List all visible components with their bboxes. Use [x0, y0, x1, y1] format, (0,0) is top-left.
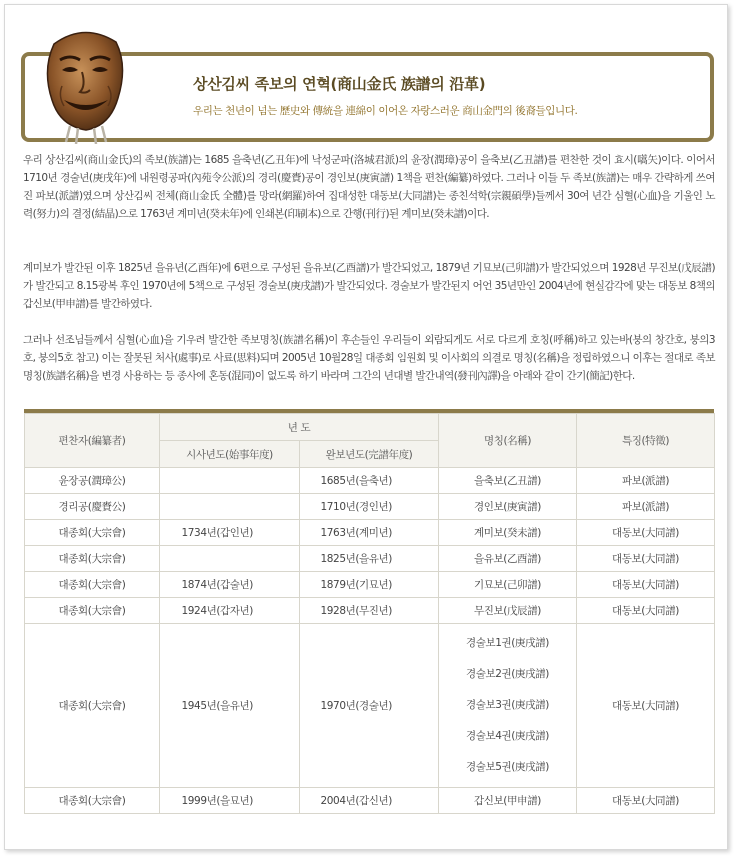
cell-feature: 대동보(大同譜): [577, 598, 715, 624]
cell-feature: 대동보(大同譜): [577, 572, 715, 598]
cell-start: 1734년(갑인년): [160, 520, 300, 546]
cell-feature: 파보(派譜): [577, 494, 715, 520]
cell-feature: 대동보(大同譜): [577, 624, 715, 788]
cell-name: 무진보(戊辰譜): [439, 598, 577, 624]
volume-name: 경술보2권(庚戌譜): [466, 668, 549, 680]
cell-editor: 대종회(大宗會): [25, 788, 160, 814]
volume-name: 경술보3권(庚戌譜): [466, 699, 549, 711]
cell-editor: 대종회(大宗會): [25, 546, 160, 572]
cell-complete: 1928년(무진년): [300, 598, 439, 624]
cell-name: 을유보(乙酉譜): [439, 546, 577, 572]
table-row: [25, 624, 715, 788]
header-start-year: 시사년도(始事年度): [160, 441, 300, 468]
table-row: [25, 572, 715, 598]
cell-name: 계미보(癸未譜): [439, 520, 577, 546]
cell-start: [160, 546, 300, 572]
cell-name: 경인보(庚寅譜): [439, 494, 577, 520]
cell-start: 1945년(을유년): [160, 624, 300, 788]
cell-complete: 1970년(경술년): [300, 624, 439, 788]
cell-start: 1874년(갑술년): [160, 572, 300, 598]
table-row: [25, 520, 715, 546]
header-editor: 편찬자(編纂者): [25, 414, 160, 468]
cell-editor: 대종회(大宗會): [25, 624, 160, 788]
table-row: [25, 546, 715, 572]
cell-name: 을축보(乙丑譜): [439, 468, 577, 494]
hahoe-mask-icon: [40, 26, 128, 144]
cell-editor: 대종회(大宗會): [25, 598, 160, 624]
cell-complete: 1825년(을유년): [300, 546, 439, 572]
header-feature: 특징(特徵): [577, 414, 715, 468]
header-name: 명칭(名稱): [439, 414, 577, 468]
table-row: [25, 598, 715, 624]
header-year: 년 도: [160, 414, 439, 441]
cell-feature: 대동보(大同譜): [577, 546, 715, 572]
cell-name: 기묘보(己卯譜): [439, 572, 577, 598]
cell-editor: 경리공(慶賚公): [25, 494, 160, 520]
cell-feature: 대동보(大同譜): [577, 520, 715, 546]
cell-editor: 대종회(大宗會): [25, 572, 160, 598]
cell-complete: 2004년(갑신년): [300, 788, 439, 814]
page-title: 상산김씨 족보의 연혁(商山金氏 族譜의 沿革): [193, 75, 486, 93]
cell-name-volumes: [439, 624, 577, 788]
volume-name: 경술보5권(庚戌譜): [466, 761, 549, 773]
cell-start: [160, 468, 300, 494]
cell-start: [160, 494, 300, 520]
history-paragraph-2: 계미보가 발간된 이후 1825년 을유년(乙酉年)에 6편으로 구성된 을유보(乙酉譜)가 발간되었고, 1879년 기묘보(己卯譜)가 발간되었으며 1928년 무진보(戊辰譜)가 발간되고 8.15광복 후인 1970년에 5책으로 구성된 경술보(庚戌譜)가 발간되었다. 경술보가 발간된지 어언 35년만인 2004년에 현실감각에 맞는 대동보 8책의 갑신보(甲申譜)를 발간하였다.: [23, 262, 715, 310]
table-row: [25, 494, 715, 520]
cell-start: 1999년(을묘년): [160, 788, 300, 814]
cell-complete: 1685년(을축년): [300, 468, 439, 494]
cell-complete: 1879년(기묘년): [300, 572, 439, 598]
history-paragraph-1: 우리 상산김씨(商山金氏)의 족보(族譜)는 1685 을축년(乙丑年)에 낙성군파(洛城君派)의 윤장(潤璋)공이 을축보(乙丑譜)를 편찬한 것이 효시(嚆矢)이다. 이어서 1710년 경술년(庚戌年)에 내원령공파(內苑令公派)의 경리(慶賚)공이 경인보(庚寅譜) 1책을 편찬(編纂)하였다. 그러나 이들 두 족보(族譜)는 매우 간략하게 쓰여진 파보(派譜)였으며 상산김씨 전체(商山金氏 全體)를 망라(網羅)하여 집대성한 대동보(大同譜)는 종친석학(宗親碩學)들께서 30여 년간 심혈(心血)을 기울인 노력(努力)의 결정(結晶)으로 1763년 계미년(癸未年)에 인쇄본(印刷本)으로 간행(刊行)된 계미보(癸未譜)이다.: [23, 154, 715, 220]
table-row: [25, 788, 715, 814]
cell-feature: 파보(派譜): [577, 468, 715, 494]
cell-complete: 1763년(계미년): [300, 520, 439, 546]
table-row: [25, 468, 715, 494]
cell-editor: 대종회(大宗會): [25, 520, 160, 546]
cell-complete: 1710년(경인년): [300, 494, 439, 520]
cell-start: 1924년(갑자년): [160, 598, 300, 624]
cell-name: 갑신보(甲申譜): [439, 788, 577, 814]
cell-feature: 대동보(大同譜): [577, 788, 715, 814]
cell-editor: 윤장공(潤璋公): [25, 468, 160, 494]
header-complete-year: 완보년도(完譜年度): [300, 441, 439, 468]
volume-name: 경술보1권(庚戌譜): [466, 637, 549, 649]
page-subtitle: 우리는 천년이 넘는 歷史와 傳統을 連綿이 이어온 자랑스러운 商山金門의 後裔들입니다.: [193, 105, 578, 117]
genealogy-table: [24, 409, 714, 814]
volume-name: 경술보4권(庚戌譜): [466, 730, 549, 742]
history-paragraph-3: 그러나 선조님들께서 심혈(心血)을 기우려 발간한 족보명칭(族譜名稱)이 후손들인 우리들이 외람되게도 서로 다르게 호칭(呼稱)하고 있는바(붕의 창간호, 붕의3호, 붕의5호 참고) 이는 잘못된 처사(處事)로 사료(思料)되며 2005년 10월28일 대종회 임원회 및 이사회의 의결로 명칭(名稱)을 정립하였으니 이후는 절대로 족보명칭(族譜名稱)을 변경 사용하는 등 종사에 혼동(混同)이 없도록 하기 바라며 그간의 년대별 발간내역(發刊內譯)을 아래와 같이 간기(簡記)한다.: [23, 334, 715, 382]
